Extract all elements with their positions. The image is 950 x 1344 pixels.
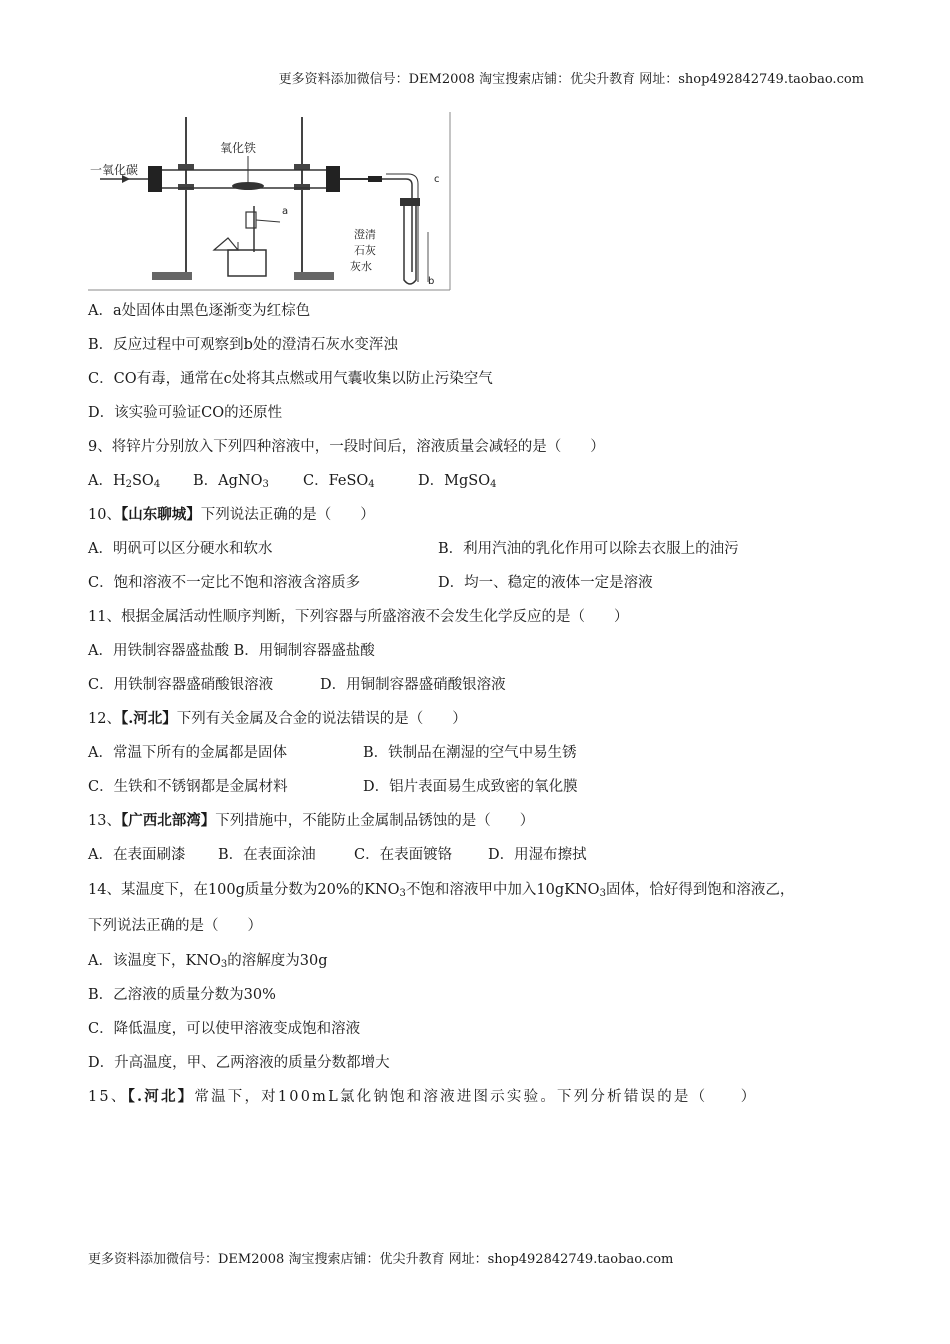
q10-option-d: D．均一、稳定的液体一定是溶液 — [438, 575, 653, 591]
label-c: c — [434, 174, 440, 185]
label-a: a — [282, 206, 289, 217]
q11-option-d: D．用铜制容器盛硝酸银溶液 — [320, 677, 506, 693]
q14-option-b: B．乙溶液的质量分数为30% — [88, 987, 276, 1003]
q12-option-d: D．铝片表面易生成致密的氧化膜 — [363, 779, 578, 795]
co-reduction-apparatus-diagram — [88, 112, 454, 292]
q8-option-c: C．CO有毒，通常在c处将其点燃或用气囊收集以防止污染空气 — [88, 371, 493, 387]
page-content — [88, 112, 868, 1114]
q9-options — [88, 464, 868, 498]
q10-option-b: B．利用汽油的乳化作用可以除去衣服上的油污 — [438, 541, 739, 557]
q14-option-a: A．该温度下，$KNO_3$的溶解度为30g — [88, 953, 328, 970]
q10-option-a: A．明矾可以区分硬水和软水 — [88, 541, 273, 557]
q12-options-ab — [88, 736, 868, 770]
q11-stem: 11、根据金属活动性顺序判断，下列容器与所盛溶液不会发生化学反应的是（ ） — [88, 609, 629, 625]
q9-stem: 9、将锌片分别放入下列四种溶液中，一段时间后，溶液质量会减轻的是（ ） — [88, 439, 605, 455]
q8-option-a: A．a处固体由黑色逐渐变为红棕色 — [88, 303, 311, 319]
q10-stem: 10、【山东聊城】下列说法正确的是（ ） — [88, 506, 375, 523]
label-limewater-3: 灰水 — [350, 260, 372, 273]
q9-option-d: D．MgSO$_4$ — [418, 473, 497, 490]
label-limewater-2: 石灰 — [354, 244, 376, 257]
q15-stem: 15、【.河北】常温下，对100mL氯化钠饱和溶液进图示实验。下列分析错误的是（ ） — [88, 1088, 758, 1105]
q9-option-b: B．AgNO$_3$ — [193, 473, 269, 490]
label-b: b — [428, 276, 435, 287]
q10-option-c: C．饱和溶液不一定比不饱和溶液含溶质多 — [88, 575, 361, 591]
q14-stem-line2: 下列说法正确的是（ ） — [88, 918, 262, 934]
q12-stem: 12、【.河北】下列有关金属及合金的说法错误的是（ ） — [88, 710, 467, 727]
q13-source-tag: 【广西北部湾】 — [120, 812, 216, 829]
q12-option-b: B．铁制品在潮湿的空气中易生锈 — [363, 745, 577, 761]
label-carbon-monoxide: 一氧化碳 — [90, 163, 139, 177]
q13-option-c: C．在表面镀铬 — [354, 847, 453, 863]
q10-options-cd — [88, 566, 868, 600]
q13-options — [88, 838, 868, 872]
q10-options-ab — [88, 532, 868, 566]
experiment-figure — [88, 112, 454, 292]
q9-option-a: A．$H_2SO_4$ — [88, 473, 161, 490]
q13-option-d: D．用湿布擦拭 — [488, 847, 587, 863]
q13-stem: 13、【广西北部湾】下列措施中，不能防止金属制品锈蚀的是（ ） — [88, 812, 535, 829]
q8-option-d: D．该实验可验证CO的还原性 — [88, 405, 283, 421]
page-footer: 更多资料添加微信号：DEM2008 淘宝搜索店铺：优尖升教育 网址：shop492842749.taobao.com — [88, 1252, 674, 1267]
q9-option-c: C．FeSO$_4$ — [303, 473, 375, 490]
q13-option-a: A．在表面刷漆 — [88, 847, 186, 863]
q11-options-cd — [88, 668, 868, 702]
q12-option-a: A．常温下所有的金属都是固体 — [88, 745, 287, 761]
q13-option-b: B．在表面涂油 — [218, 847, 316, 863]
q12-source-tag: 【.河北】 — [120, 710, 177, 727]
label-iron-oxide: 氧化铁 — [220, 141, 257, 155]
page-header: 更多资料添加微信号：DEM2008 淘宝搜索店铺：优尖升教育 网址：shop492842749.taobao.com — [278, 72, 864, 87]
q12-option-c: C．生铁和不锈钢都是金属材料 — [88, 779, 288, 795]
q11-options-ab: A．用铁制容器盛盐酸 B．用铜制容器盛盐酸 — [88, 643, 375, 659]
q15-source-tag: 【.河北】 — [127, 1088, 195, 1105]
q11-option-c: C．用铁制容器盛硝酸银溶液 — [88, 677, 274, 693]
q12-options-cd — [88, 770, 868, 804]
q14-stem-line1: 14、某温度下，在100g质量分数为20%的$KNO_3$不饱和溶液甲中加入10gKNO$_3$固体，恰好得到饱和溶液乙， — [88, 882, 795, 899]
q10-source-tag: 【山东聊城】 — [120, 506, 201, 523]
label-limewater-1: 澄清 — [354, 228, 376, 241]
q14-option-d: D．升高温度，甲、乙两溶液的质量分数都增大 — [88, 1055, 390, 1071]
q14-option-c: C．降低温度，可以使甲溶液变成饱和溶液 — [88, 1021, 361, 1037]
q8-option-b: B．反应过程中可观察到b处的澄清石灰水变浑浊 — [88, 337, 398, 353]
